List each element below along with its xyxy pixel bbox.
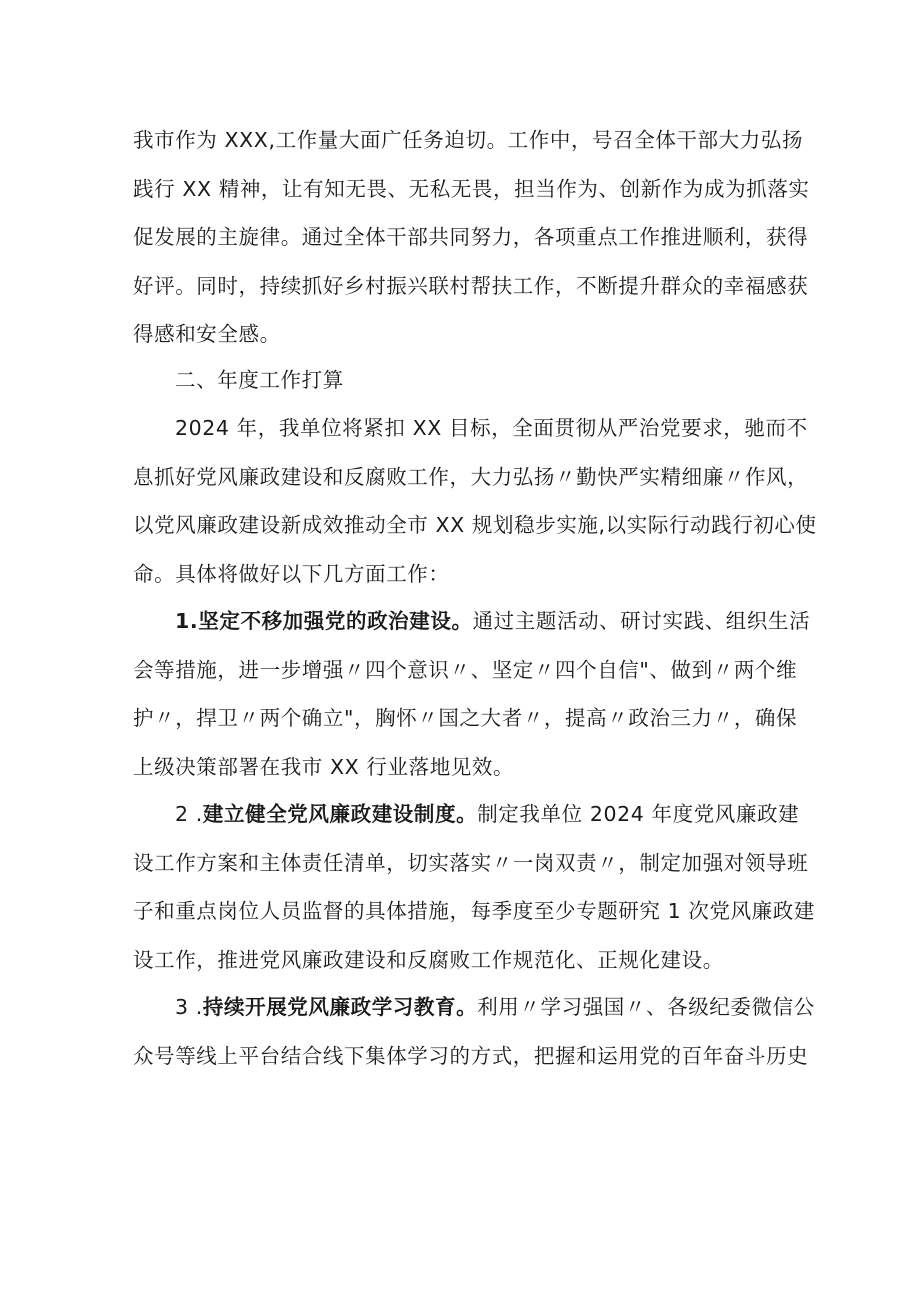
item-text: 利用〃学习强国〃、各级纪委微信公 xyxy=(477,995,815,1019)
text-line: 2024 年，我单位将紧扣 XX 目标，全面贯彻从严治党要求，驰而不 xyxy=(175,416,808,440)
list-item-first-line xyxy=(133,597,811,646)
text-line: 子和重点岗位人员监督的具体措施，每季度至少专题研究 1 次党风廉政建 xyxy=(133,899,815,923)
text-line: 护〃，捍卫〃两个确立"，胸怀〃国之大者〃，提高〃政治三力〃，确保 xyxy=(133,706,798,730)
text-line: 众号等线上平台结合线下集体学习的方式，把握和运用党的百年奋斗历史 xyxy=(133,1043,809,1068)
text-line: 设工作方案和主体责任清单，切实落实〃一岗双责〃，制定加强对领导班 xyxy=(133,850,809,875)
text-line: 促发展的主旋律。通过全体干部共同努力，各项重点工作推进顺利，获得 xyxy=(133,225,809,249)
paragraph-summary xyxy=(133,116,810,359)
text-line: 息抓好党风廉政建设和反腐败工作，大力弘扬〃勤快严实精细廉〃作风， xyxy=(133,464,809,489)
item-number: 1. xyxy=(175,609,199,633)
text-line: 设工作，推进党风廉政建设和反腐败工作规范化、正规化建设。 xyxy=(133,947,724,972)
text-line: 得感和安全感。 xyxy=(133,322,281,346)
text-line: 会等措施，进一步增强〃四个意识〃、坚定〃四个自信"、做到〃两个维 xyxy=(133,657,798,682)
section-heading xyxy=(175,356,825,405)
text-line: 上级决策部署在我市 XX 行业落地见效。 xyxy=(133,754,515,779)
item-title: 建立健全党风廉政建设制度。 xyxy=(202,802,478,826)
text-line: 命。具体将做好以下几方面工作： xyxy=(133,561,450,586)
section-heading-text: 二、年度工作打算 xyxy=(175,368,344,392)
list-item-2 xyxy=(133,790,815,984)
item-title: 持续开展党风廉政学习教育。 xyxy=(202,995,478,1019)
text-line: 好评。同时，持续抓好乡村振兴联村帮扶工作，不断提升群众的幸福感获 xyxy=(133,273,809,298)
paragraph-plan-intro xyxy=(133,404,817,598)
list-item-first-line xyxy=(133,983,815,1032)
item-text: 制定我单位 2024 年度党风廉政建 xyxy=(477,802,800,826)
list-item-1 xyxy=(133,597,811,791)
list-item-3 xyxy=(133,983,815,1080)
text-line: 以党风廉政建设新成效推动全市 XX 规划稳步实施,以实际行动践行初心使 xyxy=(133,513,817,537)
text-line: 我市作为 XXX,工作量大面广任务迫切。工作中，号召全体干部大力弘扬 xyxy=(133,128,804,152)
item-number: 3 . xyxy=(175,995,203,1019)
text-line: 践行 XX 精神，让有知无畏、无私无畏，担当作为、创新作为成为抓落实 xyxy=(133,176,810,201)
list-item-first-line xyxy=(133,790,800,839)
item-title: 坚定不移加强党的政治建设。 xyxy=(198,609,473,633)
item-text: 通过主题活动、研讨实践、组织生活 xyxy=(472,609,811,633)
item-number: 2 . xyxy=(175,802,203,826)
